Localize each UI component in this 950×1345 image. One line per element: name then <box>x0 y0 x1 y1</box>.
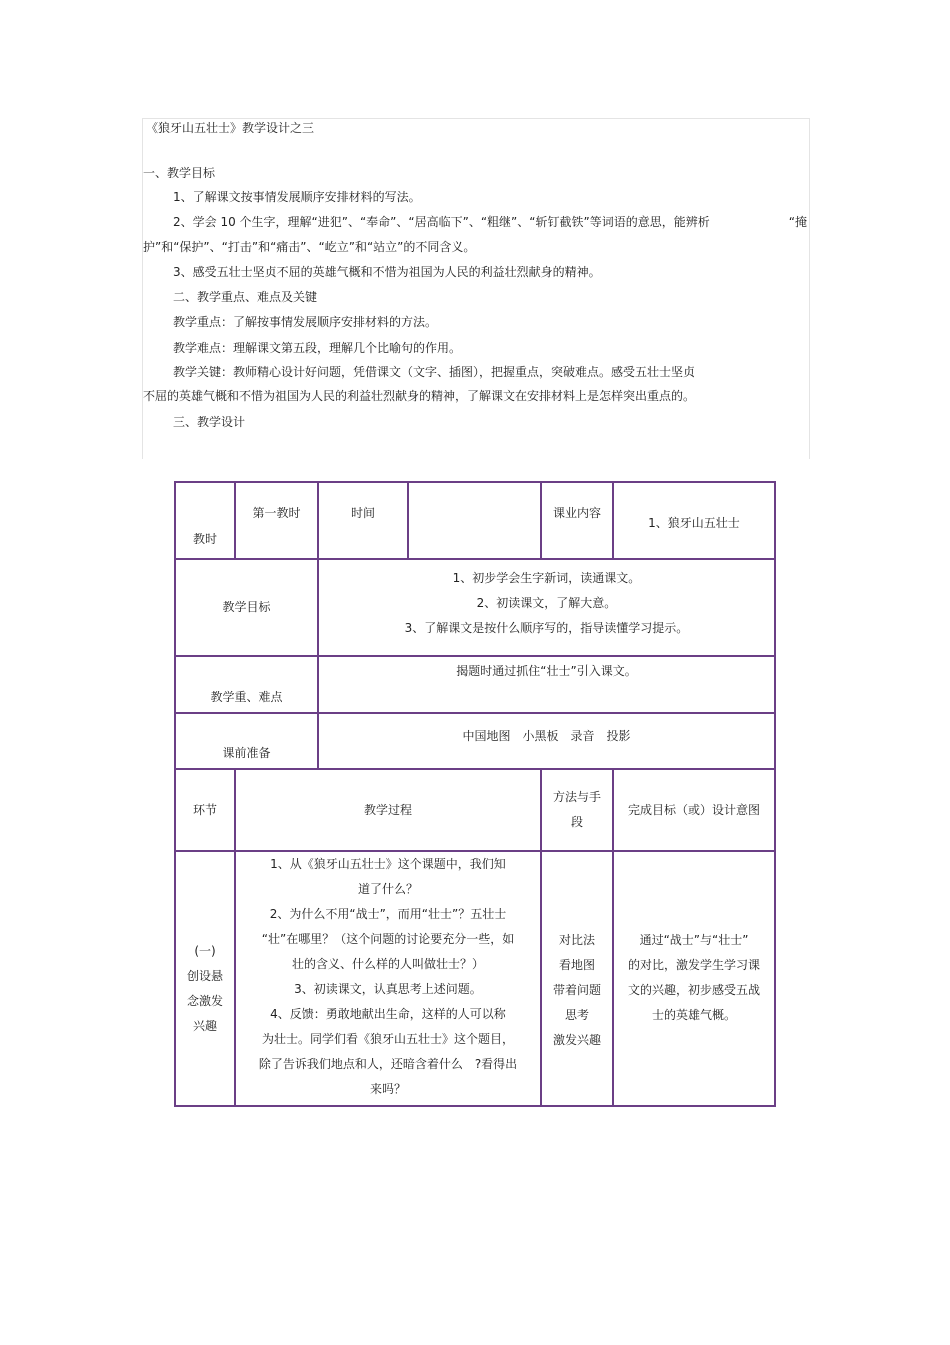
section-heading-goals: 一、教学目标 <box>143 166 216 180</box>
step-name: (一) 创设悬 念激发 兴趣 <box>186 944 223 1033</box>
cell-period-label: 教时 <box>192 532 217 546</box>
intent-line: 士的英雄气概。 <box>651 1008 736 1022</box>
cell-focus-text: 揭题时通过抓住“壮士”引入课文。 <box>456 664 637 678</box>
process-line: 道了什么？ <box>357 882 418 896</box>
intent-line: 文的兴趣，初步感受五战 <box>627 983 760 997</box>
process-line: 2、为什么不用“战士”，而用“壮士”？五壮士 <box>269 907 507 921</box>
step-methods <box>542 852 612 1105</box>
process-line: 3、初读课文，认真思考上述问题。 <box>294 982 482 996</box>
document-frame <box>142 118 810 459</box>
section-heading-keypoints: 二、教学重点、难点及关键 <box>173 290 318 304</box>
table-rule <box>174 1105 776 1107</box>
goal-2-line-1 <box>173 215 807 229</box>
lesson-table <box>174 481 776 1109</box>
process-line: 1、从《狼牙山五壮士》这个课题中，我们知 <box>270 857 506 871</box>
doc-title: 《狼牙山五壮士》教学设计之三 <box>146 121 315 135</box>
header-step: 环节 <box>192 802 217 817</box>
goal-1: 1、了解课文按事情发展顺序安排材料的写法。 <box>173 190 421 204</box>
cell-focus-label: 教学重、难点 <box>210 690 283 704</box>
cell-time-label: 时间 <box>350 505 375 520</box>
header-intent: 完成目标（或）设计意图 <box>627 802 760 817</box>
cell-content-value: 1、狼牙山五壮士 <box>648 516 740 530</box>
key-line-2: 不屈的英雄气概和不惜为祖国为人民的利益壮烈献身的精神，了解课文在安排材料上是怎样突出重点的。 <box>143 389 696 403</box>
key-point: 教学重点：了解按事情发展顺序安排材料的方法。 <box>173 315 438 329</box>
goal-2-line-2: 护”和“保护”、“打击”和“痛击”、“屹立”和“站立”的不同含义。 <box>143 240 476 254</box>
cell-goals-label: 教学目标 <box>222 600 271 614</box>
header-process: 教学过程 <box>363 802 412 817</box>
process-line: 壮的含义、什么样的人叫做壮士？） <box>291 957 484 971</box>
cell-period-value: 第一教时 <box>252 505 301 520</box>
goal-2-text: 2、学会 10 个生字，理解“进犯”、“奉命”、“居高临下”、“粗继”、“斩钉截铁”等词语的意思，能辨析 <box>173 215 710 229</box>
process-line: 4、反馈：勇敢地献出生命，这样的人可以称 <box>270 1007 506 1021</box>
intent-line: 通过“战士”与“壮士” <box>639 933 749 947</box>
method-item: 看地图 <box>558 958 595 972</box>
key-line-1: 教学关键：教师精心设计好问题，凭借课文（文字、插图），把握重点，突破难点。感受五壮士坚贞 <box>173 365 696 379</box>
goal-2-tail: “掩 <box>788 215 807 229</box>
process-line: 除了告诉我们地点和人，还暗含着什么 ?看得出 <box>258 1057 518 1071</box>
method-item: 对比法 <box>558 933 595 947</box>
goal-item: 2、初读课文，了解大意。 <box>476 596 617 610</box>
difficulty: 教学难点：理解课文第五段，理解几个比喻句的作用。 <box>173 341 462 355</box>
intent-line: 的对比，激发学生学习课 <box>627 958 760 972</box>
cell-content-label: 课业内容 <box>552 505 601 520</box>
step-intent <box>614 852 774 1105</box>
section-heading-design: 三、教学设计 <box>173 415 246 429</box>
header-methods: 方法与手 段 <box>552 790 601 829</box>
table-rule <box>774 481 776 1107</box>
cell-goals-list <box>319 560 774 655</box>
process-line: 来吗？ <box>369 1082 406 1096</box>
process-line: 为壮士。同学们看《狼牙山五壮士》这个题目， <box>261 1032 514 1046</box>
cell-prep-text: 中国地图 小黑板 录音 投影 <box>462 729 631 743</box>
cell-time-value <box>409 483 540 558</box>
process-line: “壮”在哪里？（这个问题的讨论要充分一些，如 <box>261 932 515 946</box>
method-item: 思考 <box>564 1008 589 1022</box>
goal-3: 3、感受五壮士坚贞不屈的英雄气概和不惜为祖国为人民的利益壮烈献身的精神。 <box>173 265 601 279</box>
cell-prep-label: 课前准备 <box>222 746 271 760</box>
goal-item: 3、了解课文是按什么顺序写的，指导读懂学习提示。 <box>404 621 689 635</box>
goal-item: 1、初步学会生字新词，读通课文。 <box>452 571 641 585</box>
step-process <box>236 852 540 1105</box>
method-item: 带着问题 <box>552 983 601 997</box>
method-item: 激发兴趣 <box>552 1033 601 1047</box>
